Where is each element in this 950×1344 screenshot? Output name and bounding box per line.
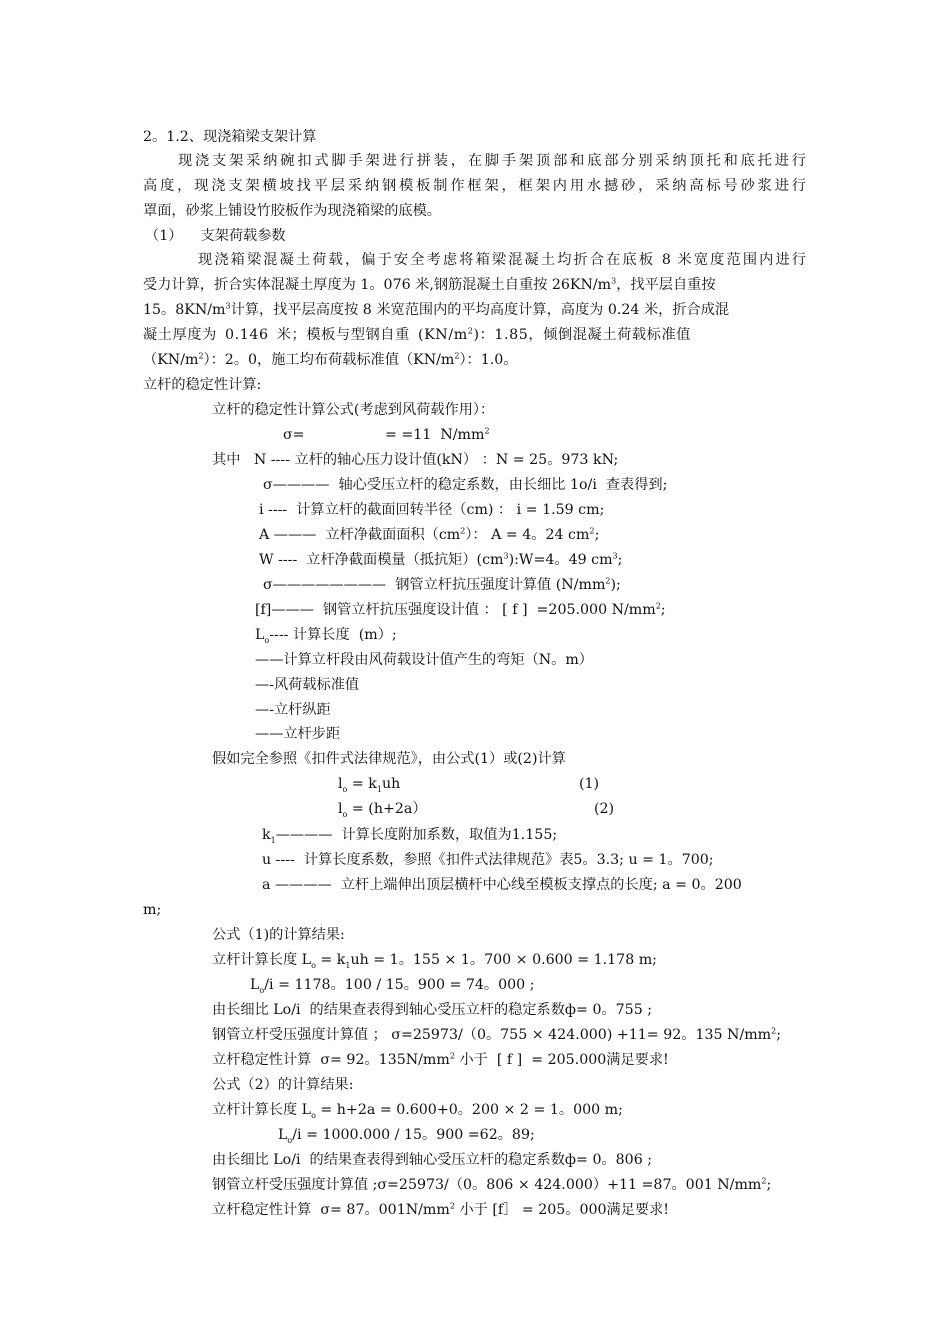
intro-line-3: 罩面，砂浆上铺设竹胶板作为现浇箱梁的底模。	[143, 203, 441, 219]
result2-length: 立杆计算长度 $L_o = h+2a = 0.600+0$。200 × 2 = 1。000 m;	[212, 1102, 623, 1120]
stability-heading: 立杆的稳定性计算:	[143, 377, 262, 393]
def-la: —-立杆纵距	[255, 702, 331, 718]
equation-1: $l_o = k_1uh$	[338, 776, 401, 794]
result1-stress: 钢管立杆受压强度计算值 ； σ=25973/（0。755 × 424.000) +11= 92。135 $N/mm^2$;	[212, 1026, 782, 1043]
factor-a: a ———— 立杆上端伸出顶层横杆中心线至模板支撑点的长度; a = 0。200	[262, 877, 742, 893]
factor-k1: $k_1————$ 计算长度附加系数，取值为1.155;	[262, 827, 558, 845]
equation-1-number: (1)	[579, 776, 600, 792]
def-phi: σ———— 轴心受压立杆的稳定系数，由长细比 1o/i 查表得到;	[263, 477, 668, 493]
load-line-2: 受力计算，折合实体混凝土厚度为 1。076 米,钢筋混凝土自重按 $26KN/m^3$，找平层自重按	[143, 276, 716, 293]
result2-stress: 钢管立杆受压强度计算值 ;σ=25973/（0。806 × 424.000）+11 =87。001 $N/mm^2$;	[212, 1176, 772, 1193]
factor-u: u ---- 计算长度系数，参照《扣件式法律规范》表5。3.3; u = 1。700;	[262, 852, 714, 868]
intro-line-2: 高度，现浇支架横坡找平层采纳钢模板制作框架，框架内用水撼砂，采纳高标号砂浆进行	[143, 178, 806, 194]
load-line-5: $(KN/m^2)$：2。0，施工均布荷载标准值$(KN/m^2)$：1.0。	[143, 351, 518, 368]
def-i: i ---- 计算立杆的截面回转半径（cm) ： i = 1.59 cm;	[259, 502, 605, 518]
def-wk: —-风荷载标准值	[255, 677, 360, 693]
intro-line-1: 现浇支架采纳碗扣式脚手架进行拼装，在脚手架顶部和底部分别采纳顶托和底托进行	[178, 153, 806, 169]
result2-title: 公式（2）的计算结果:	[212, 1077, 354, 1093]
def-mw: ——计算立杆段由风荷载设计值产生的弯矩（N。m）	[255, 652, 593, 668]
def-lo: $L_o----$ 计算长度 (m）;	[255, 627, 397, 645]
load-heading: （1） 支架荷载参数	[145, 228, 286, 244]
formula-intro: 立杆的稳定性计算公式(考虑到风荷载作用）：	[212, 402, 495, 418]
def-w: W ---- 立杆净截面模量（抵抗矩）$(cm^3):W=4$。49 $cm^3$;	[259, 551, 623, 568]
load-line-4: 凝土厚度为 0.146 米；模板与型钢自重 $(KN/m^2)$：1.85，倾倒混凝土荷载标准值	[143, 326, 692, 343]
result1-ratio: $L_o/i = 1178$。100 / 15。900 = 74。000 ;	[250, 977, 535, 995]
sigma-formula-lhs: σ=	[283, 427, 305, 443]
result2-ratio: $L_o/i = 1000.000 / 15$。900 =62。89;	[278, 1127, 535, 1145]
load-line-1: 现浇箱梁混凝土荷载，偏于安全考虑将箱梁混凝土均折合在底板 8 米宽度范围内进行	[198, 252, 806, 268]
sigma-formula-rhs: = =11 $N/mm^2$	[385, 426, 490, 443]
equation-2: $l_o = (h+2a)$	[338, 801, 427, 819]
result1-check: 立杆稳定性计算 σ= 92。$135N/mm^2$ 小于 [ f ] = 205.000满足要求!	[212, 1051, 669, 1068]
result1-title: 公式（1)的计算结果:	[212, 927, 345, 943]
equation-2-number: (2)	[594, 801, 615, 817]
result2-check: 立杆稳定性计算 σ= 87。$001N/mm^2$ 小于 [f］ = 205。000满足要求!	[212, 1201, 670, 1218]
section-title: 2。1.2、现浇箱梁支架计算	[143, 129, 317, 145]
factor-a-wrap: m;	[143, 902, 162, 918]
result2-phi: 由长细比 Lo/i 的结果查表得到轴心受压立杆的稳定系数ф= 0。806 ;	[212, 1152, 653, 1168]
load-line-3: 15。$8KN/m^3$计算，找平层高度按 8 米宽范围内的平均高度计算，高度为 0.24 米，折合成混	[143, 301, 730, 318]
def-sigma: σ———————— 钢管立杆抗压强度计算值 $(N/mm^2)$;	[263, 576, 621, 593]
def-a: A ——— 立杆净截面面积$(cm^2)$： A = 4。24 $cm^2$;	[259, 526, 600, 543]
code-intro: 假如完全参照《扣件式法律规范》，由公式(1）或(2)计算	[212, 751, 566, 767]
result1-length: 立杆计算长度 $L_o = k_1uh = 1$。155 × 1。700 × 0.600 = 1.178 m;	[212, 952, 657, 970]
def-n: 其中 N ---- 立杆的轴心压力设计值(kN） ：N = 25。973 kN;	[212, 452, 619, 468]
result1-phi: 由长细比 Lo/i 的结果查表得到轴心受压立杆的稳定系数ф= 0。755 ;	[212, 1002, 653, 1018]
def-h: ——立杆步距	[255, 726, 341, 742]
def-f: [f]——— 钢管立杆抗压强度设计值 ： [ f ] =205.000 $N/mm^2$;	[255, 601, 666, 618]
